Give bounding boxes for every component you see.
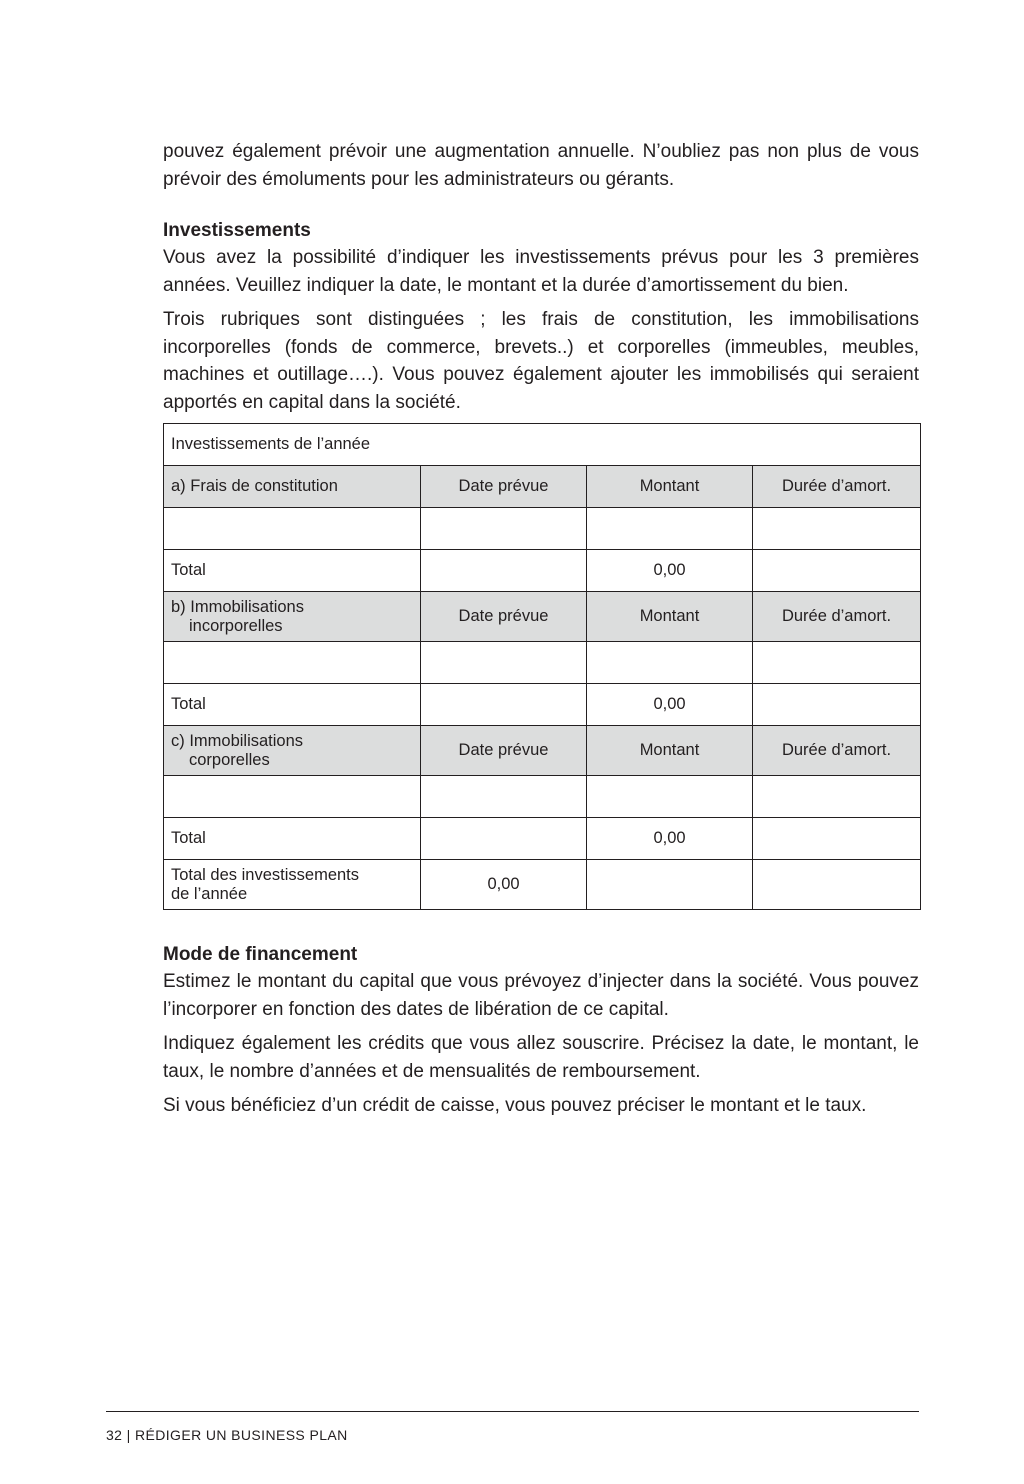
table-cell — [753, 550, 921, 592]
total-value: 0,00 — [587, 818, 753, 860]
table-title: Investissements de l’année — [164, 424, 921, 466]
financement-paragraph-2: Indiquez également les crédits que vous allez souscrire. Précisez la date, le montant, le taux, le nombre d’années et de mensualités de remboursement. — [163, 1033, 919, 1082]
grand-total-label — [164, 860, 421, 910]
table-cell — [587, 860, 753, 910]
table-cell[interactable] — [753, 642, 921, 684]
table-cell[interactable] — [587, 508, 753, 550]
table-cell — [421, 684, 587, 726]
table-section-header-a — [164, 466, 921, 508]
section-label — [164, 592, 421, 642]
section-label-line-2: incorporelles — [189, 616, 283, 635]
table-cell[interactable] — [753, 776, 921, 818]
column-header-date: Date prévue — [421, 726, 587, 776]
table-grand-total-row — [164, 860, 921, 910]
table-cell[interactable] — [164, 776, 421, 818]
table-entry-row-c — [164, 776, 921, 818]
total-label: Total — [164, 818, 421, 860]
section-label-line-2: corporelles — [189, 750, 270, 769]
table-cell — [753, 818, 921, 860]
table-cell[interactable] — [164, 508, 421, 550]
financement-heading: Mode de financement — [163, 944, 358, 965]
footer-divider — [106, 1411, 919, 1412]
column-header-duree: Durée d’amort. — [753, 466, 921, 508]
table-cell[interactable] — [421, 642, 587, 684]
table-cell[interactable] — [164, 642, 421, 684]
table-cell[interactable] — [421, 508, 587, 550]
table-section-header-b — [164, 592, 921, 642]
total-value: 0,00 — [587, 684, 753, 726]
page-footer: 32 | RÉDIGER UN BUSINESS PLAN — [106, 1427, 348, 1443]
investissements-heading: Investissements — [163, 220, 311, 241]
table-cell[interactable] — [753, 508, 921, 550]
table-cell — [421, 818, 587, 860]
grand-total-label-line-2: de l’année — [171, 884, 248, 903]
table-cell[interactable] — [587, 776, 753, 818]
table-total-row-b — [164, 684, 921, 726]
column-header-date: Date prévue — [421, 592, 587, 642]
table-entry-row-b — [164, 642, 921, 684]
column-header-date: Date prévue — [421, 466, 587, 508]
section-label — [164, 726, 421, 776]
financement-paragraph-3: Si vous bénéficiez d’un crédit de caisse, vous pouvez préciser le montant et le taux. — [163, 1095, 867, 1116]
column-header-duree: Durée d’amort. — [753, 726, 921, 776]
table-total-row-c — [164, 818, 921, 860]
table-cell[interactable] — [587, 642, 753, 684]
table-cell[interactable] — [421, 776, 587, 818]
page-content — [163, 138, 919, 1120]
table-section-header-c — [164, 726, 921, 776]
table-cell — [753, 860, 921, 910]
total-label: Total — [164, 550, 421, 592]
section-label-line-1: b) Immobilisations — [171, 597, 304, 616]
financement-paragraph-1: Estimez le montant du capital que vous prévoyez d’injecter dans la société. Vous pouvez l’incorporer en fonction des dates de libération de ce capital. — [163, 971, 919, 1020]
table-total-row-a — [164, 550, 921, 592]
column-header-montant: Montant — [587, 592, 753, 642]
table-title-row — [164, 424, 921, 466]
grand-total-value: 0,00 — [421, 860, 587, 910]
table-cell — [421, 550, 587, 592]
column-header-duree: Durée d’amort. — [753, 592, 921, 642]
investissements-paragraph-2: Trois rubriques sont distinguées ; les frais de constitution, les immobilisations incorporelles (fonds de commerce, brevets..) et corporelles (immeubles, meubles, machines et outillage….). Vous pouvez également ajouter les immobilisés qui seraient apportés en capital dans la société. — [163, 309, 919, 413]
total-label: Total — [164, 684, 421, 726]
table-cell — [753, 684, 921, 726]
grand-total-label-line-1: Total des investissements — [171, 865, 360, 884]
column-header-montant: Montant — [587, 466, 753, 508]
investissements-table — [163, 423, 921, 910]
section-label: a) Frais de constitution — [164, 466, 421, 508]
section-label-line-1: c) Immobilisations — [171, 731, 304, 750]
table-entry-row-a — [164, 508, 921, 550]
intro-paragraph: pouvez également prévoir une augmentation annuelle. N’oubliez pas non plus de vous prévoir des émoluments pour les administrateurs ou gérants. — [163, 141, 919, 190]
total-value: 0,00 — [587, 550, 753, 592]
column-header-montant: Montant — [587, 726, 753, 776]
investissements-paragraph-1: Vous avez la possibilité d’indiquer les investissements prévus pour les 3 premières années. Veuillez indiquer la date, le montant et la durée d’amortissement du bien. — [163, 247, 919, 296]
